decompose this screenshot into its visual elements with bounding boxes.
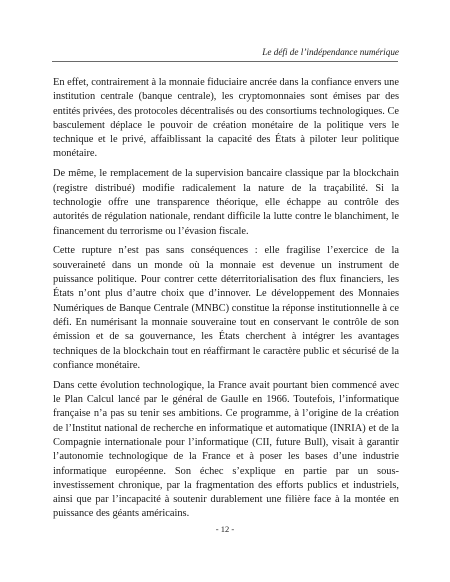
body-text <box>53 76 399 527</box>
paragraph: Dans cette évolution technologique, la France avait pourtant bien commencé avec le Plan Calcul lancé par le général de Gaulle en 1966. Toutefois, l’informatique française n’a pas su tenir ses ambitions. Ce programme, à l’origine de la création de l’Institut national de recherche en informatique et automatique (INRIA) et de la Compagnie internationale pour l’informatique (CII, future Bull), visait à garantir l’autonomie technologique de la France et à poser les bases d’une industrie informatique européenne. Son échec s’explique en partie par un sous-investissement chronique, par la fragmentation des efforts publics et industriels, ainsi que par l’incapacité à soutenir durablement une filière face à la montée en puissance des géants américains. <box>53 379 399 520</box>
paragraph: En effet, contrairement à la monnaie fiduciaire ancrée dans la confiance envers une institution centrale (banque centrale), les cryptomonnaies sont émises par des entités privées, des protocoles décentralisés ou des consortiums technologiques. Ce basculement déplace le pouvoir de création monétaire de la politique vers le technique et le privé, affaiblissant la capacité des États à piloter leur politique monétaire. <box>53 77 399 160</box>
header-rule <box>52 61 398 62</box>
paragraph: Cette rupture n’est pas sans conséquences : elle fragilise l’exercice de la souveraineté dans un monde où la monnaie est devenue un instrument de puissance politique. Pour contrer cette déterritorialisation des flux financiers, les États n’ont plus d’autre choix que d’innover. Le développement des Monnaies Numériques de Banque Centrale (MNBC) constitue la réponse institutionnelle à ce défi. En numérisant la monnaie souveraine tout en conservant le contrôle de son émission et de sa gouvernance, les États cherchent à intégrer les avantages techniques de la blockchain tout en réaffirmant le caractère public et sécurisé de la confiance monétaire. <box>53 245 399 371</box>
page-number: - 12 - <box>215 524 235 534</box>
running-header: Le défi de l’indépendance numérique <box>262 47 399 57</box>
paragraph: De même, le remplacement de la supervision bancaire classique par la blockchain (registre distribué) modifie radicalement la nature de la traçabilité. Si la technologie offre une transparence théorique, elle échappe au contrôle des autorités de régulation nationale, rendant difficile la lutte contre le blanchiment, le financement du terrorisme ou l’évasion fiscale. <box>53 168 399 237</box>
